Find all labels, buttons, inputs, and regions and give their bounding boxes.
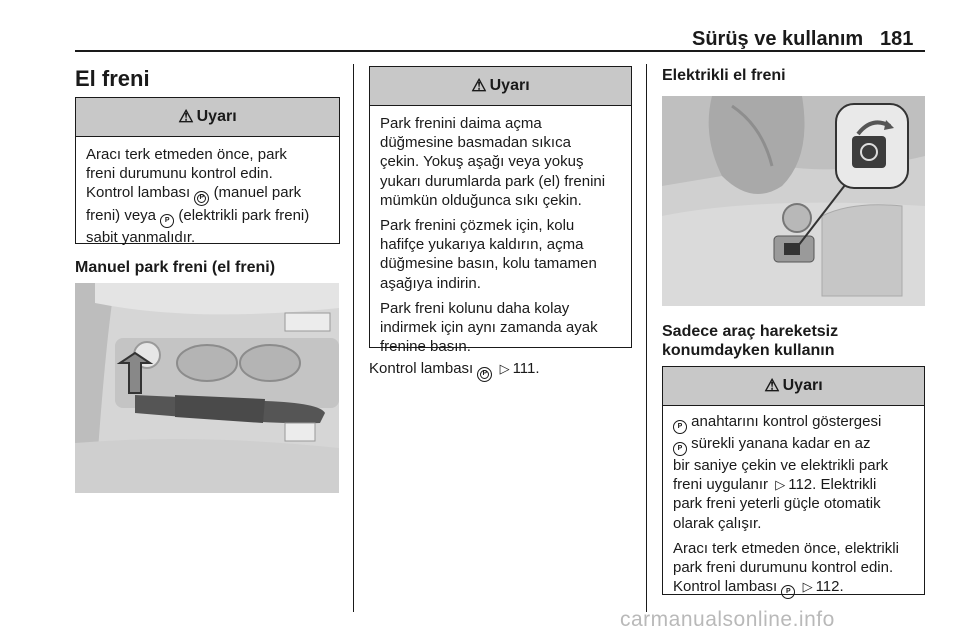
watermark: carmanualsonline.info [620, 608, 835, 631]
running-header-title: Sürüş ve kullanım [692, 28, 864, 50]
text-line: Park frenini çözmek için, kolu [380, 217, 575, 235]
warning-triangle-icon: ⚠ [471, 76, 487, 95]
text-fragment: Kontrol lambası [86, 184, 191, 202]
warning-triangle-icon: ⚠ [764, 376, 780, 395]
warning-triangle-icon: ⚠ [178, 107, 194, 126]
caption-line: Sadece araç hareketsiz [662, 323, 839, 340]
page-reference-arrow-icon: ▷ [499, 361, 510, 376]
text-fragment: freni uygulanır [673, 476, 769, 494]
warning-line [673, 577, 914, 599]
parking-brake-lamp-icon: P [194, 191, 209, 206]
page-number: 181 [880, 28, 914, 50]
text-line: indirmek için aynı zamanda ayak [380, 319, 598, 337]
electric-parking-brake-icon: P [673, 442, 687, 456]
usage-caption [662, 322, 838, 360]
page-reference[interactable]: 112. Elektrikli [788, 476, 877, 494]
parking-brake-lamp-icon: P [477, 367, 492, 382]
warning-box-right [662, 366, 925, 595]
text-line: Park frenini daima açma [380, 115, 542, 132]
column-divider-left [353, 64, 354, 612]
column-divider-right [646, 64, 647, 612]
text-line: hafifçe yukarıya kaldırın, açma [380, 236, 584, 254]
warning-line: park freni durumunu kontrol edin. [673, 559, 894, 577]
text-line: frenine basın. [380, 338, 471, 356]
warning-text [76, 137, 339, 254]
warning-box-left [75, 97, 340, 247]
warning-paragraph [380, 114, 621, 210]
warning-paragraph [380, 216, 621, 293]
text-line: mümkün olduğunca sıkı çekin. [380, 191, 582, 209]
page-reference[interactable]: 112. [815, 578, 844, 596]
text-fragment: Kontrol lambası [369, 360, 474, 377]
warning-text [370, 106, 631, 368]
warning-line [86, 206, 329, 228]
text-line: çekin. Yokuş aşağı veya yokuş [380, 153, 584, 171]
page-reference-arrow-icon: ▷ [775, 477, 786, 493]
text-fragment: sürekli yanana kadar en az [691, 435, 871, 452]
warning-label: Uyarı [782, 377, 823, 394]
section-title-el-freni: El freni [75, 66, 150, 91]
text-fragment: Kontrol lambası [673, 578, 778, 596]
control-lamp-note [369, 359, 540, 382]
text-line: aşağıya indirin. [380, 274, 481, 292]
warning-header [76, 98, 339, 137]
warning-line [673, 475, 914, 494]
caption-line: konumdayken kullanın [662, 342, 835, 359]
warning-line [86, 183, 329, 206]
header-divider [75, 50, 925, 52]
text-line: yukarı durumlarda park (el) frenini [380, 172, 606, 190]
warning-line [673, 434, 914, 456]
warning-box-middle [369, 66, 632, 356]
warning-text [663, 406, 924, 605]
electric-parking-brake-icon: P [673, 420, 687, 434]
text-line: düğmesine basmadan sıkıca [380, 134, 571, 152]
warning-line: olarak çalışır. [673, 514, 762, 532]
manual-handbrake-photo [75, 283, 339, 493]
electric-brake-photo [662, 96, 925, 306]
text-line: Park freni kolunu daha kolay [380, 299, 570, 317]
text-fragment: (elektrikli park freni) [178, 207, 310, 225]
subsection-title-manuel: Manuel park freni (el freni) [75, 259, 276, 276]
warning-line: freni durumunu kontrol edin. [86, 165, 273, 183]
warning-header [370, 67, 631, 106]
electric-parking-brake-icon: P [781, 585, 795, 599]
warning-line [673, 412, 914, 434]
page-reference[interactable]: 111. [512, 360, 540, 377]
electric-parking-brake-icon: P [160, 214, 174, 228]
handbrake-illustration [75, 283, 339, 493]
warning-line: sabit yanmalıdır. [86, 229, 196, 247]
text-fragment: anahtarını kontrol göstergesi [691, 413, 882, 430]
warning-line: bir saniye çekin ve elektrikli park [673, 457, 889, 474]
electric-brake-illustration [662, 96, 925, 306]
warning-label: Uyarı [489, 77, 530, 94]
warning-line: Aracı terk etmeden önce, elektrikli [673, 539, 899, 557]
page-reference-arrow-icon: ▷ [802, 579, 813, 595]
text-fragment: (manuel park [213, 184, 302, 202]
warning-line: park freni yeterli güçle otomatik [673, 495, 881, 513]
warning-label: Uyarı [196, 108, 237, 125]
warning-line: Aracı terk etmeden önce, park [86, 146, 287, 163]
warning-header [663, 367, 924, 406]
text-line: düğmesine basın, kolu tamamen [380, 255, 597, 273]
warning-paragraph [380, 299, 621, 357]
section-title-elektrikli: Elektrikli el freni [662, 67, 786, 84]
text-fragment: freni) veya [86, 207, 157, 225]
